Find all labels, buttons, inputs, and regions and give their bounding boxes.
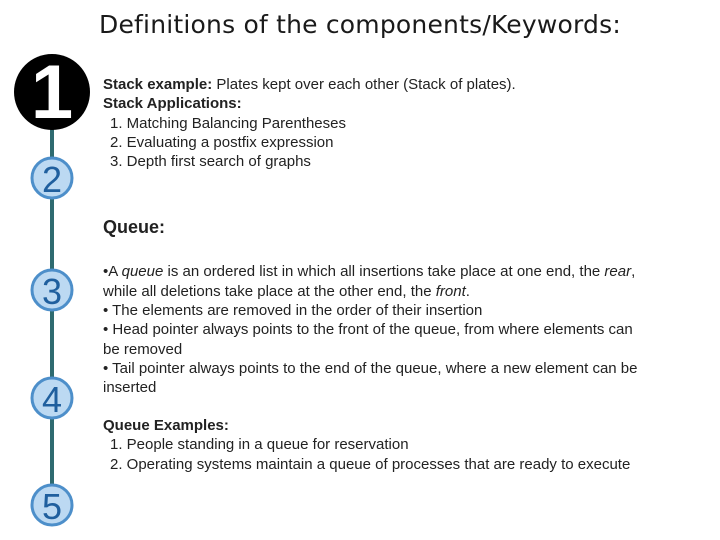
stack-example-text: Plates kept over each other (Stack of plates). — [212, 76, 516, 93]
step-3-marker — [32, 270, 72, 312]
queue-point: • The elements are removed in the order of their insertion — [103, 302, 483, 319]
step-5-label: 5 — [41, 486, 63, 527]
front-term: front — [435, 283, 466, 300]
queue-point: inserted — [103, 379, 157, 396]
step-2-label: 2 — [41, 159, 63, 200]
step-4-label: 4 — [41, 379, 63, 420]
step-3-label: 3 — [41, 271, 63, 312]
stack-application-item: 2. Evaluating a postfix expression — [110, 134, 334, 151]
queue-point: • Head pointer always points to the front of the queue, from where elements can — [103, 321, 633, 338]
stack-application-item: 3. Depth first search of graphs — [110, 153, 311, 170]
rear-term: rear — [604, 263, 632, 280]
bullet-prefix: •A — [103, 263, 122, 280]
queue-example-item: 2. Operating systems maintain a queue of processes that are ready to execute — [110, 456, 631, 473]
queue-definition-line-1: •A queue is an ordered list in which all insertions take place at one end, the rear, — [103, 263, 636, 280]
queue-definition-line-2: while all deletions take place at the other end, the front. — [103, 283, 470, 300]
step-1-marker — [14, 50, 90, 135]
stack-applications-label: Stack Applications: — [103, 95, 242, 112]
queue-term: queue — [121, 263, 164, 280]
stack-example — [103, 75, 516, 94]
stack-example-label: Stack example: — [103, 76, 213, 93]
step-5-marker — [32, 485, 72, 527]
step-2-marker — [32, 158, 72, 200]
queue-examples-label: Queue Examples: — [103, 417, 229, 434]
queue-point: be removed — [103, 341, 183, 358]
step-1-label: 1 — [30, 50, 74, 135]
definition-text: is an ordered list in which all insertions take place at one end, the — [163, 263, 605, 280]
page-title: Definitions of the components/Keywords: — [99, 10, 621, 39]
queue-heading: Queue: — [103, 217, 166, 237]
queue-example-item: 1. People standing in a queue for reservation — [110, 436, 409, 453]
step-timeline — [0, 0, 100, 540]
stack-application-item: 1. Matching Balancing Parentheses — [110, 115, 346, 132]
step-4-marker — [32, 378, 72, 420]
queue-point: • Tail pointer always points to the end of the queue, where a new element can be — [103, 360, 638, 377]
definition-text: while all deletions take place at the other end, the — [103, 283, 436, 300]
